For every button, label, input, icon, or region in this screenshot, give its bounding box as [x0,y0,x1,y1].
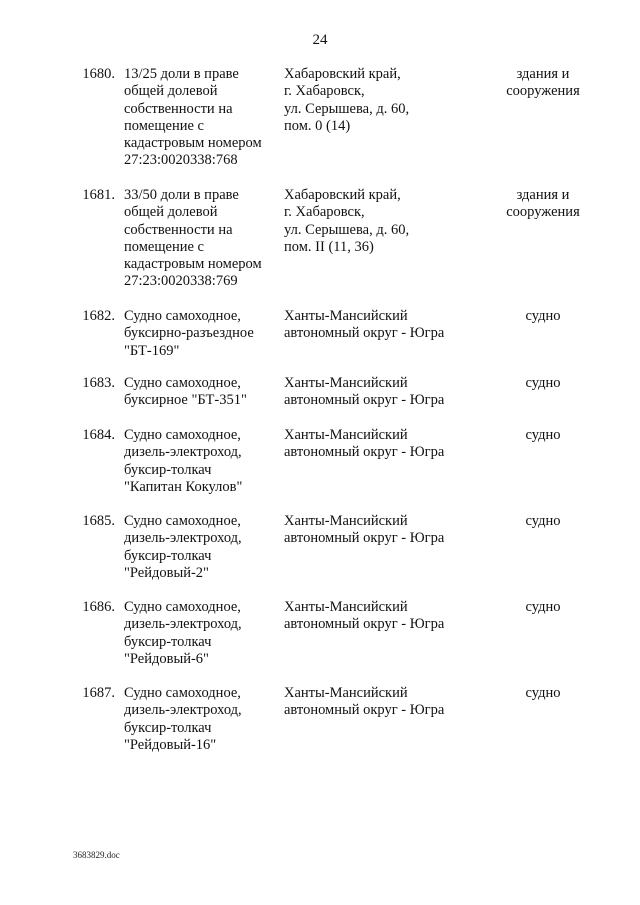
description-line: общей долевой [124,83,218,100]
entry-description [124,427,274,496]
entry-location [284,308,469,343]
type-line: судно [525,513,561,529]
document-code: 3683829.doc [73,850,120,860]
description-line: "Рейдовый-2" [124,564,209,581]
type-line: судно [525,599,561,615]
entry-number: 1681. [82,187,115,203]
location-line: автономный округ - Югра [284,392,445,409]
description-line: "Рейдовый-16" [124,736,217,753]
type-line: сооружения [506,204,580,221]
location-line: Ханты-Мансийский [284,427,408,443]
description-line: кадастровым номером [124,256,262,273]
entry-number: 1687. [82,685,115,701]
entry-location [284,187,469,256]
description-line: Судно самоходное, [124,513,241,529]
location-line: Ханты-Мансийский [284,513,408,529]
property-list [0,66,640,771]
description-line: собственности на [124,221,233,238]
description-line: 33/50 доли в праве [124,187,239,203]
description-line: дизель-электроход, [124,616,242,633]
location-line: Ханты-Мансийский [284,375,408,391]
entry-type [468,427,618,444]
description-line: Судно самоходное, [124,308,241,324]
description-line: общей долевой [124,204,218,221]
location-line: Хабаровский край, [284,66,401,82]
description-line: кадастровым номером [124,135,262,152]
location-line: Ханты-Мансийский [284,685,408,701]
description-line: 27:23:0020338:768 [124,152,238,169]
description-line: дизель-электроход, [124,530,242,547]
entry-number: 1686. [82,599,115,615]
entry-type [468,308,618,325]
location-line: г. Хабаровск, [284,204,365,221]
location-line: автономный округ - Югра [284,325,445,342]
entry-description [124,599,274,668]
description-line: буксир-толкач [124,547,212,564]
location-line: автономный округ - Югра [284,616,445,633]
list-item [0,308,640,375]
description-line: Судно самоходное, [124,685,241,701]
list-item [0,599,640,685]
entry-location [284,375,469,410]
entry-type [468,513,618,530]
location-line: Хабаровский край, [284,187,401,203]
location-line: пом. II (11, 36) [284,238,374,255]
description-line: буксир-толкач [124,461,212,478]
list-item [0,513,640,599]
type-line: судно [525,308,561,324]
type-line: здания и [516,187,570,203]
location-line: Ханты-Мансийский [284,308,408,324]
entry-number: 1683. [82,375,115,391]
location-line: Ханты-Мансийский [284,599,408,615]
list-item [0,375,640,427]
type-line: судно [525,375,561,391]
location-line: ул. Серышева, д. 60, [284,221,410,238]
entry-description [124,187,274,291]
description-line: 27:23:0020338:769 [124,273,238,290]
entry-type [468,685,618,702]
page-number: 24 [312,32,328,48]
entry-number: 1680. [82,66,115,82]
location-line: автономный округ - Югра [284,702,445,719]
description-line: собственности на [124,100,233,117]
location-line: пом. 0 (14) [284,117,351,134]
entry-type [468,375,618,392]
type-line: судно [525,685,561,701]
entry-location [284,513,469,548]
description-line: Судно самоходное, [124,375,241,391]
entry-description [124,685,274,754]
entry-type [468,599,618,616]
entry-type [468,187,618,222]
location-line: автономный округ - Югра [284,530,445,547]
entry-number: 1682. [82,308,115,324]
entry-number: 1685. [82,513,115,529]
description-line: "Рейдовый-6" [124,650,209,667]
entry-location [284,685,469,720]
description-line: помещение с [124,117,204,134]
list-item [0,685,640,771]
description-line: дизель-электроход, [124,702,242,719]
description-line: буксирное "БТ-351" [124,392,247,409]
entry-number: 1684. [82,427,115,443]
location-line: ул. Серышева, д. 60, [284,100,410,117]
list-item [0,66,640,187]
entry-description [124,375,274,410]
description-line: Судно самоходное, [124,427,241,443]
entry-description [124,513,274,582]
entry-type [468,66,618,101]
description-line: 13/25 доли в праве [124,66,239,82]
type-line: сооружения [506,83,580,100]
location-line: автономный округ - Югра [284,444,445,461]
entry-location [284,427,469,462]
location-line: г. Хабаровск, [284,83,365,100]
description-line: дизель-электроход, [124,444,242,461]
list-item [0,187,640,308]
entry-description [124,66,274,170]
entry-location [284,66,469,135]
description-line: помещение с [124,238,204,255]
entry-description [124,308,274,360]
description-line: "БТ-169" [124,342,180,359]
list-item [0,427,640,513]
description-line: "Капитан Кокулов" [124,478,243,495]
description-line: Судно самоходное, [124,599,241,615]
type-line: здания и [516,66,570,82]
description-line: буксирно-разъездное [124,325,254,342]
description-line: буксир-толкач [124,719,212,736]
type-line: судно [525,427,561,443]
description-line: буксир-толкач [124,633,212,650]
entry-location [284,599,469,634]
